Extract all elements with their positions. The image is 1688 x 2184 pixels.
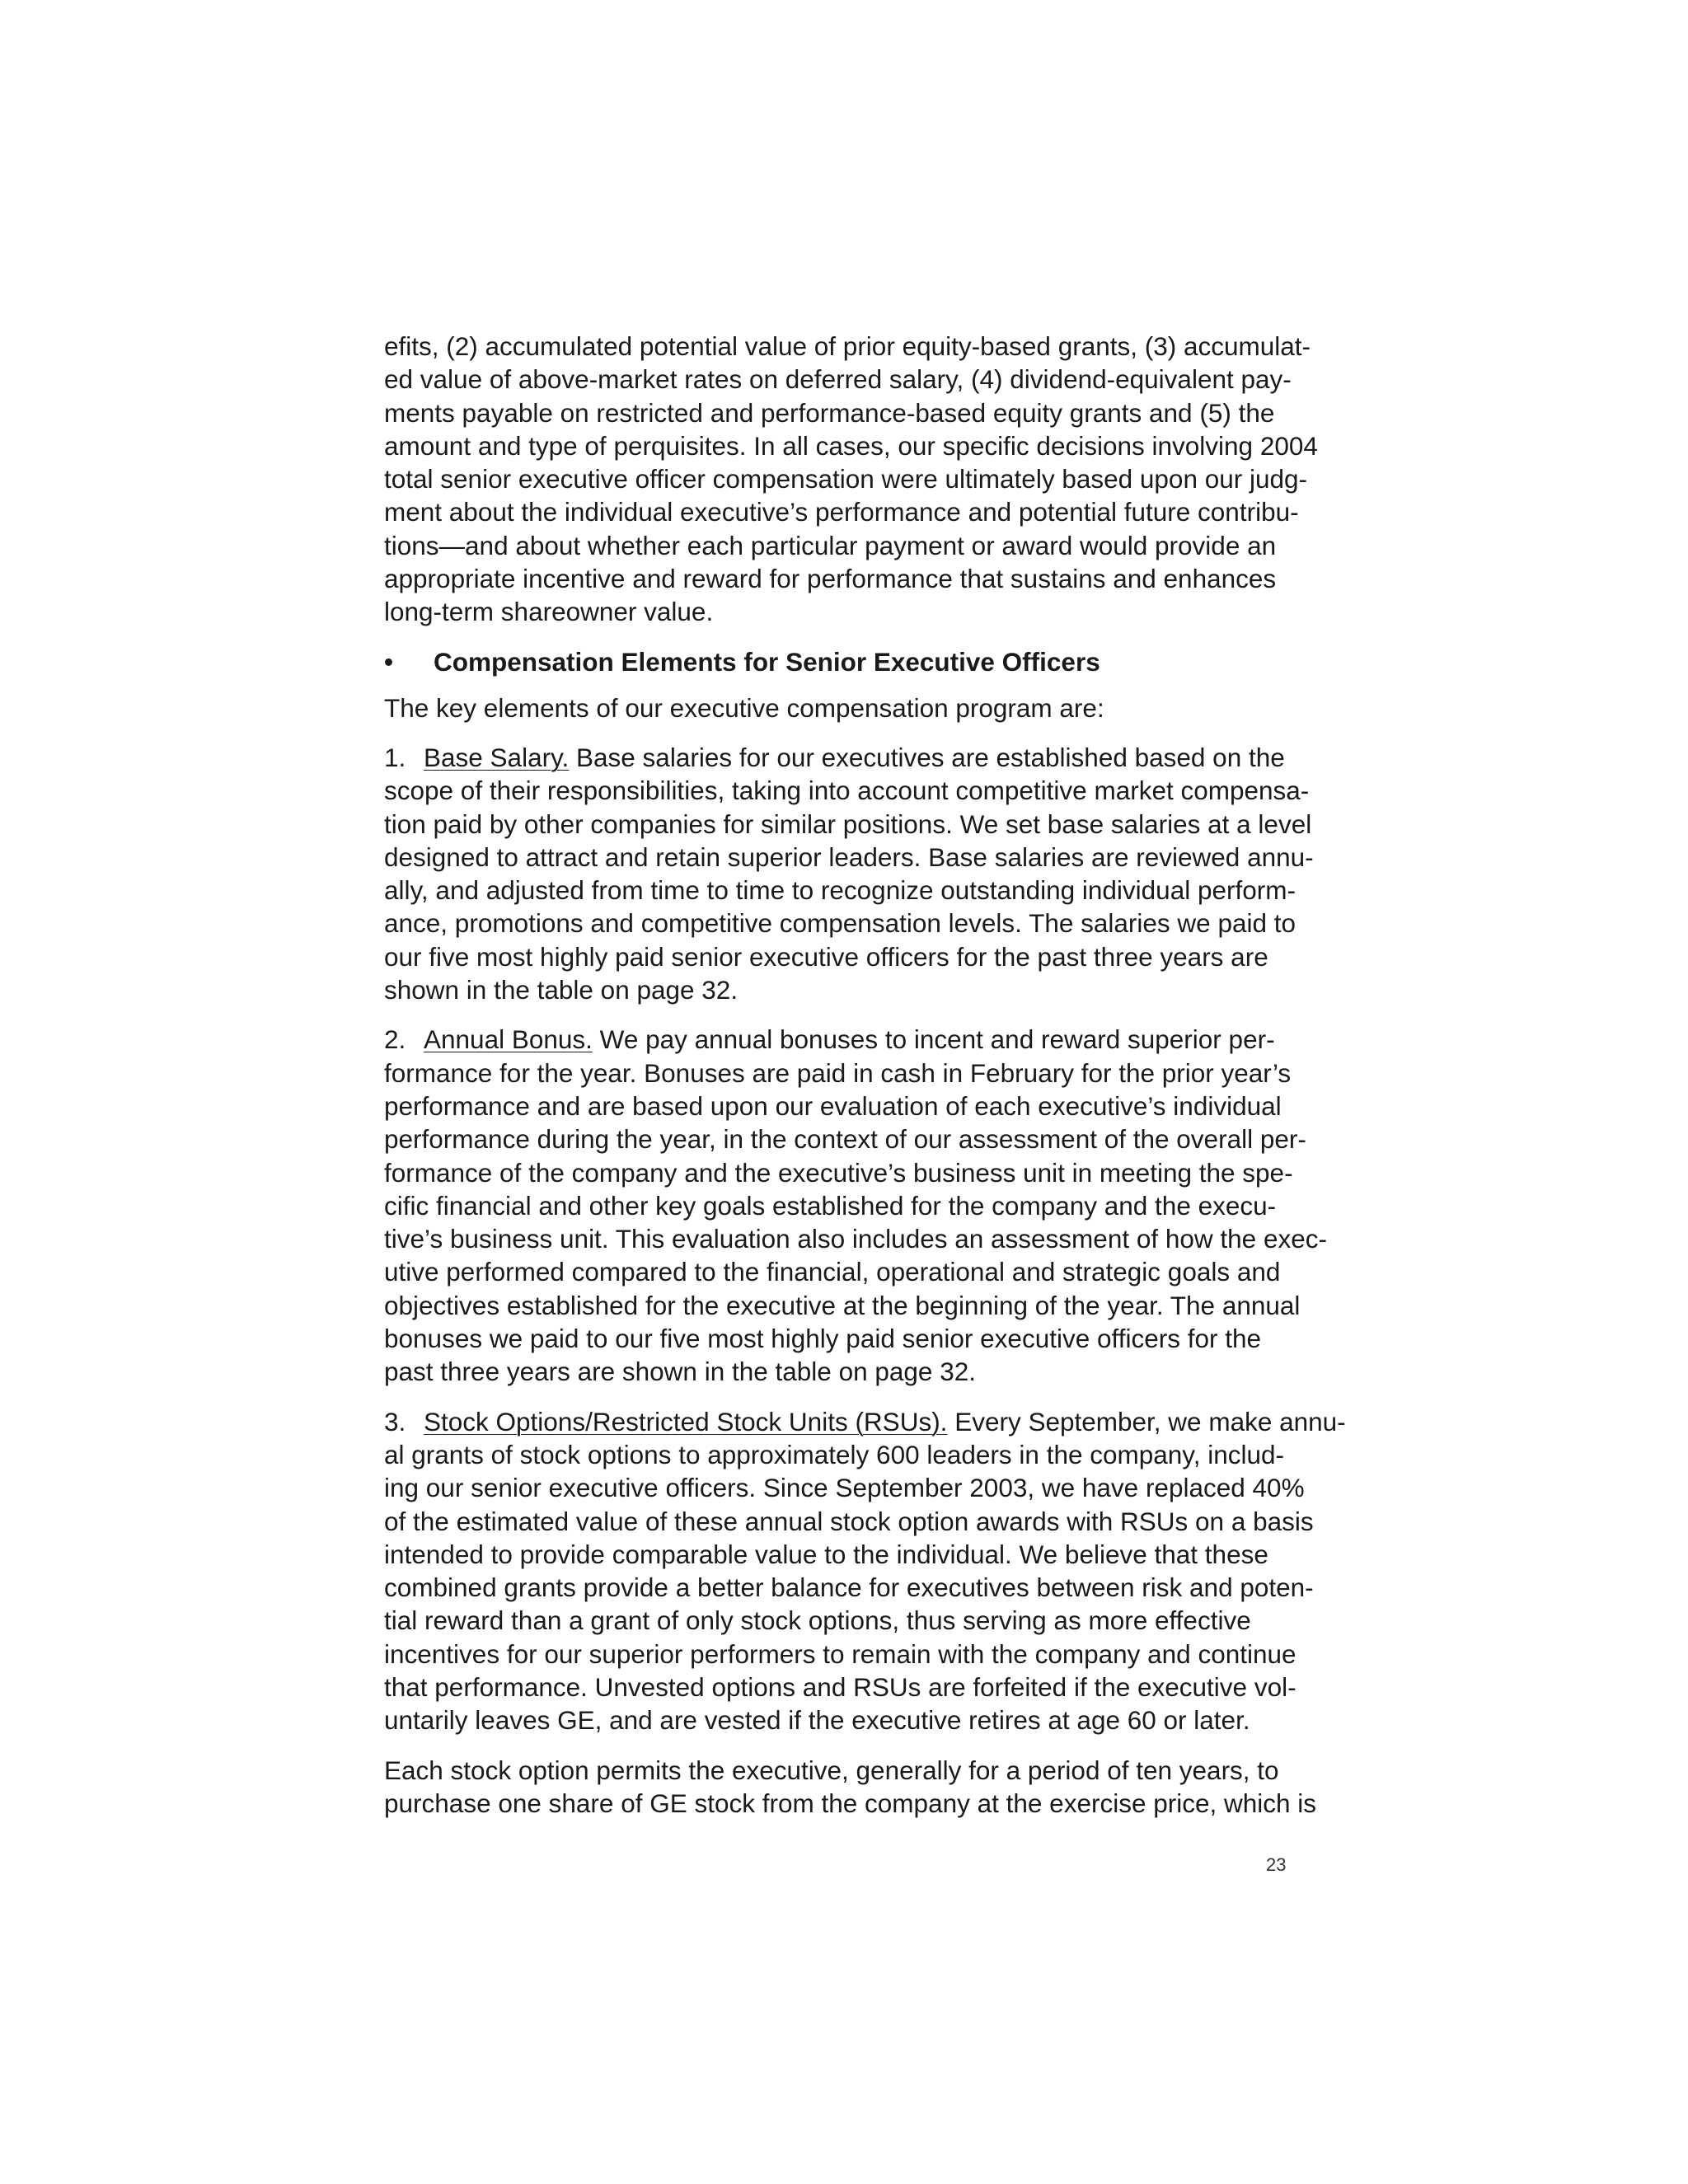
text-line: objectives established for the executive at the beginning of the year. The annual [384,1290,1301,1320]
item-title: Base Salary. [424,742,570,772]
bullet-icon: • [384,646,394,677]
text-line: appropriate incentive and reward for performance that sustains and enhances [384,564,1277,594]
text-line: formance of the company and the executive’s business unit in meeting the spe- [384,1157,1293,1188]
text-line: shown in the table on page 32. [384,975,738,1005]
text-line: tial reward than a grant of only stock options, thus serving as more effective [384,1605,1251,1636]
text-line: ance, promotions and competitive compensation levels. The salaries we paid to [384,908,1296,939]
text-line: Each stock option permits the executive, generally for a period of ten years, to [384,1755,1279,1785]
item-number: 1. [384,742,406,772]
text-line: total senior executive officer compensation were ultimately based upon our judg- [384,464,1308,494]
text-line: tion paid by other companies for similar positions. We set base salaries at a level [384,808,1312,839]
text-line: untarily leaves GE, and are vested if the executive retires at age 60 or later. [384,1705,1250,1736]
item-first-line [384,1023,1294,1056]
text-line: ed value of above-market rates on deferred salary, (4) dividend-equivalent pay- [384,364,1292,395]
text-line: long-term shareowner value. [384,597,714,627]
item-title: Annual Bonus. [424,1024,593,1055]
intro-paragraph [384,330,1318,629]
page-body [384,330,1346,1820]
text-line: intended to provide comparable value to the individual. We believe that these [384,1539,1268,1569]
text-line: ment about the individual executive’s performance and potential future contribu- [384,497,1299,527]
text-line: The key elements of our executive compensation program are: [384,692,1104,723]
text-line: scope of their responsibilities, taking into account competitive market compensa- [384,776,1310,806]
text-line: efits, (2) accumulated potential value of prior equity-based grants, (3) accumulat- [384,331,1311,361]
item-first-line-rest: Base salaries for our executives are established based on the [569,742,1285,772]
text-line: of the estimated value of these annual stock option awards with RSUs on a basis [384,1506,1314,1536]
item-annual-bonus [384,1023,1327,1388]
text-line: past three years are shown in the table on page 32. [384,1357,976,1387]
text-line: performance during the year, in the context of our assessment of the overall per- [384,1124,1306,1155]
item-number: 2. [384,1024,406,1055]
closing-paragraph [384,1754,1317,1821]
text-line: ally, and adjusted from time to time to recognize outstanding individual perform- [384,875,1296,906]
text-line: al grants of stock options to approximately 600 leaders in the company, includ- [384,1439,1285,1469]
text-line: our five most highly paid senior executive officers for the past three years are [384,941,1268,972]
item-number: 3. [384,1406,406,1436]
item-first-line [384,1405,1346,1438]
item-first-line-rest: Every September, we make annu- [947,1406,1346,1436]
text-line: tive’s business unit. This evaluation also includes an assessment of how the exec- [384,1224,1327,1254]
text-line: ing our senior executive officers. Since September 2003, we have replaced 40% [384,1473,1305,1503]
text-line: bonuses we paid to our five most highly paid senior executive officers for the [384,1324,1262,1354]
page-number: 23 [1266,1854,1287,1875]
item-title: Stock Options/Restricted Stock Units (RSUs). [424,1406,948,1436]
text-line: ments payable on restricted and performance-based equity grants and (5) the [384,397,1275,428]
lead-in-paragraph [384,691,1294,724]
item-first-line [384,741,1294,774]
item-stock-options [384,1405,1346,1737]
text-line: cific financial and other key goals established for the company and the execu- [384,1190,1277,1221]
section-heading-text: Compensation Elements for Senior Executive Officers [434,646,1100,677]
text-line: tions—and about whether each particular payment or award would provide an [384,530,1277,560]
item-base-salary [384,741,1314,1006]
text-line: formance for the year. Bonuses are paid in cash in February for the prior year’s [384,1057,1292,1088]
text-line: designed to attract and retain superior leaders. Base salaries are reviewed annu- [384,841,1314,872]
text-line: performance and are based upon our evaluation of each executive’s individual [384,1090,1282,1121]
section-heading [384,645,1294,678]
text-line: that performance. Unvested options and RSUs are forfeited if the executive vol- [384,1671,1296,1702]
text-line: combined grants provide a better balance for executives between risk and poten- [384,1572,1314,1603]
item-first-line-rest: We pay annual bonuses to incent and reward superior per- [592,1024,1275,1055]
text-line: amount and type of perquisites. In all cases, our specific decisions involving 2004 [384,430,1318,461]
text-line: purchase one share of GE stock from the company at the exercise price, which is [384,1788,1317,1818]
text-line: incentives for our superior performers to remain with the company and continue [384,1638,1296,1669]
text-line: utive performed compared to the financial, operational and strategic goals and [384,1257,1281,1287]
